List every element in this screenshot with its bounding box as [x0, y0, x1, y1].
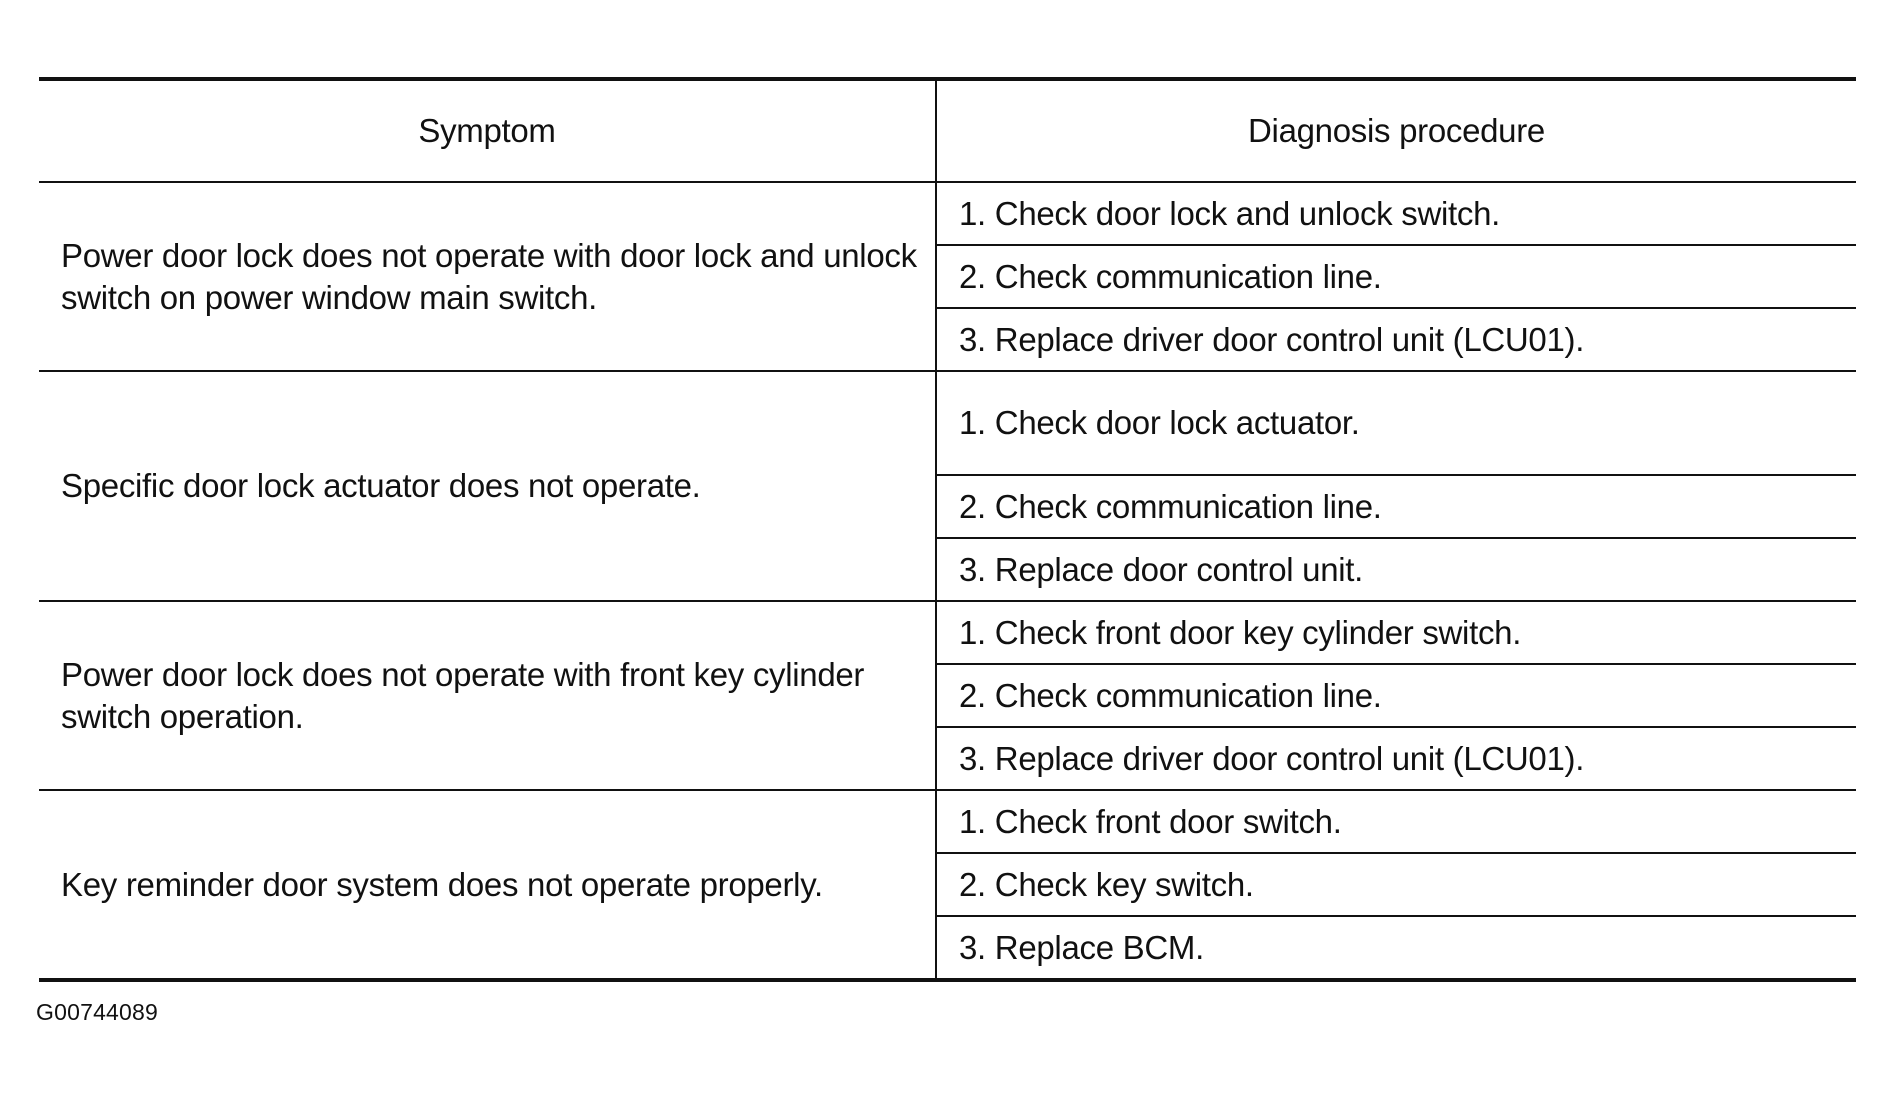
symptom-cell: Specific door lock actuator does not operate. [39, 371, 936, 601]
procedure-step: 1. Check door lock actuator. [936, 371, 1856, 475]
procedure-step: 2. Check communication line. [936, 475, 1856, 538]
symptom-cell: Key reminder door system does not operate properly. [39, 790, 936, 980]
symptom-cell: Power door lock does not operate with door lock and unlock switch on power window main switch. [39, 182, 936, 371]
procedure-step: 2. Check communication line. [936, 245, 1856, 308]
procedure-step: 3. Replace BCM. [936, 916, 1856, 980]
symptom-cell: Power door lock does not operate with front key cylinder switch operation. [39, 601, 936, 790]
table-row [39, 790, 1856, 853]
table-row [39, 371, 1856, 475]
header-diagnosis-procedure: Diagnosis procedure [936, 79, 1856, 182]
procedure-step: 1. Check front door switch. [936, 790, 1856, 853]
figure-id: G00744089 [36, 999, 159, 1025]
procedure-step: 2. Check communication line. [936, 664, 1856, 727]
header-row [39, 79, 1856, 182]
procedure-step: 3. Replace driver door control unit (LCU01). [936, 727, 1856, 790]
table-row [39, 182, 1856, 245]
table-row [39, 601, 1856, 664]
procedure-step: 3. Replace door control unit. [936, 538, 1856, 601]
diagnosis-table [39, 77, 1856, 982]
procedure-step: 1. Check front door key cylinder switch. [936, 601, 1856, 664]
procedure-step: 1. Check door lock and unlock switch. [936, 182, 1856, 245]
procedure-step: 2. Check key switch. [936, 853, 1856, 916]
header-symptom: Symptom [39, 79, 936, 182]
procedure-step: 3. Replace driver door control unit (LCU01). [936, 308, 1856, 371]
